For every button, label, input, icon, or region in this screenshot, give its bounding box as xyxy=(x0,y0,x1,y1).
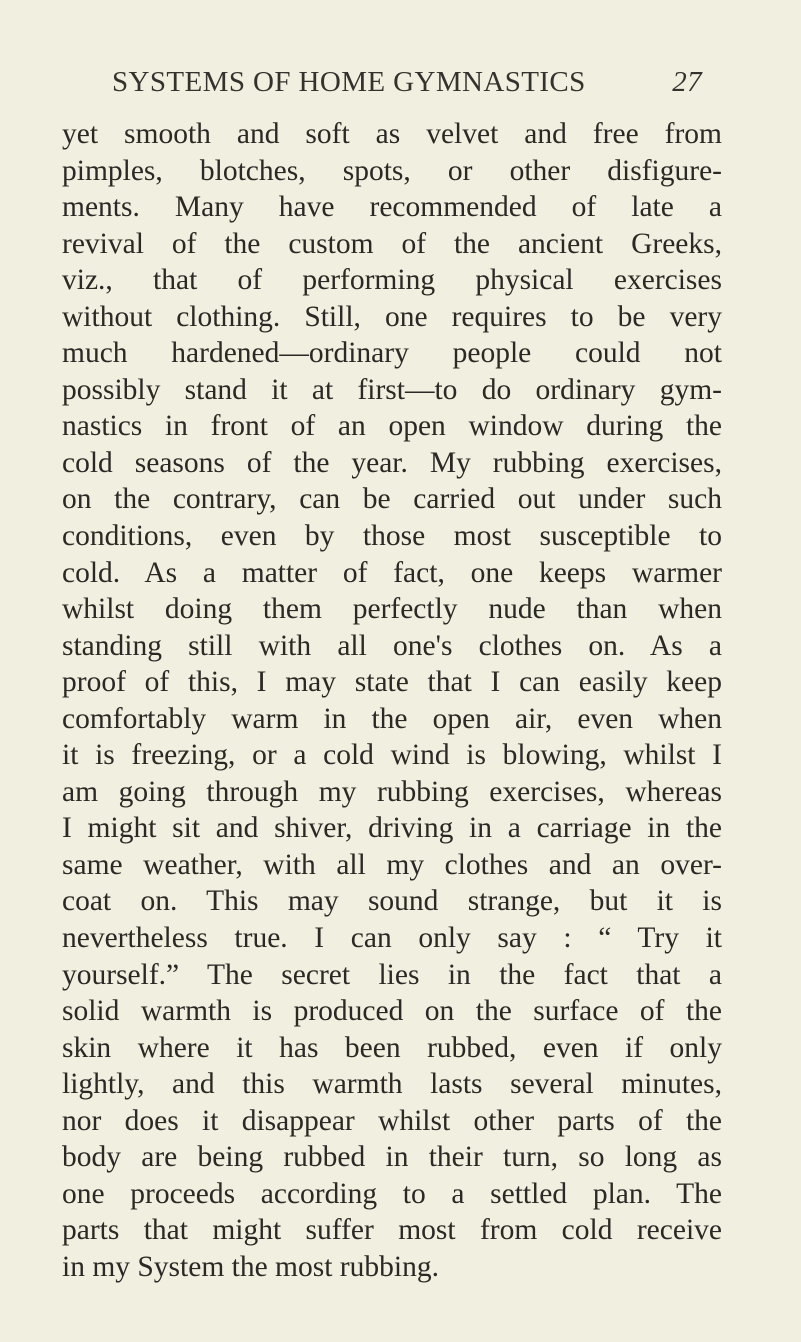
text-line: possibly stand it at first—to do ordinary gym- xyxy=(62,373,722,406)
text-line: same weather, with all my clothes and an over- xyxy=(62,848,722,881)
text-line: lightly, and this warmth lasts several minutes, xyxy=(62,1068,722,1101)
text-line: parts that might suffer most from cold receive xyxy=(62,1214,722,1247)
text-line: one proceeds according to a settled plan. The xyxy=(62,1177,722,1210)
text-line: skin where it has been rubbed, even if only xyxy=(62,1031,722,1064)
text-line: nevertheless true. I can only say : “ Try it xyxy=(62,922,722,955)
text-line: without clothing. Still, one requires to be very xyxy=(62,300,722,333)
text-line: cold seasons of the year. My rubbing exercises, xyxy=(62,446,722,479)
text-line: coat on. This may sound strange, but it is xyxy=(62,885,722,918)
text-line: solid warmth is produced on the surface of the xyxy=(62,995,722,1028)
text-line: nastics in front of an open window during the xyxy=(62,410,722,443)
running-head-title: SYSTEMS OF HOME GYMNASTICS xyxy=(112,66,586,98)
text-line: viz., that of performing physical exercises xyxy=(62,264,722,297)
text-line: cold. As a matter of fact, one keeps warmer xyxy=(62,556,722,589)
text-line: much hardened—ordinary people could not xyxy=(62,337,722,370)
running-head xyxy=(112,60,702,106)
text-line: body are being rubbed in their turn, so long as xyxy=(62,1141,722,1174)
text-line: yourself.” The secret lies in the fact that a xyxy=(62,958,722,991)
text-line: comfortably warm in the open air, even when xyxy=(62,702,722,735)
text-line: conditions, even by those most susceptible to xyxy=(62,520,722,553)
text-line: revival of the custom of the ancient Greeks, xyxy=(62,227,722,260)
text-line: it is freezing, or a cold wind is blowing, whilst I xyxy=(62,739,722,772)
text-line: I might sit and shiver, driving in a carriage in the xyxy=(62,812,722,845)
text-line: whilst doing them perfectly nude than when xyxy=(62,593,722,626)
text-line: pimples, blotches, spots, or other disfigure- xyxy=(62,154,722,187)
text-line: am going through my rubbing exercises, whereas xyxy=(62,775,722,808)
text-line: standing still with all one's clothes on. As a xyxy=(62,629,722,662)
page-number: 27 xyxy=(672,66,702,98)
body-text xyxy=(62,116,722,1286)
text-line: in my System the most rubbing. xyxy=(62,1250,439,1283)
text-line: yet smooth and soft as velvet and free from xyxy=(62,118,722,150)
text-line: proof of this, I may state that I can easily keep xyxy=(62,666,722,699)
text-line: nor does it disappear whilst other parts of the xyxy=(62,1104,722,1137)
text-line: on the contrary, can be carried out under such xyxy=(62,483,722,516)
text-line: ments. Many have recommended of late a xyxy=(62,191,722,224)
